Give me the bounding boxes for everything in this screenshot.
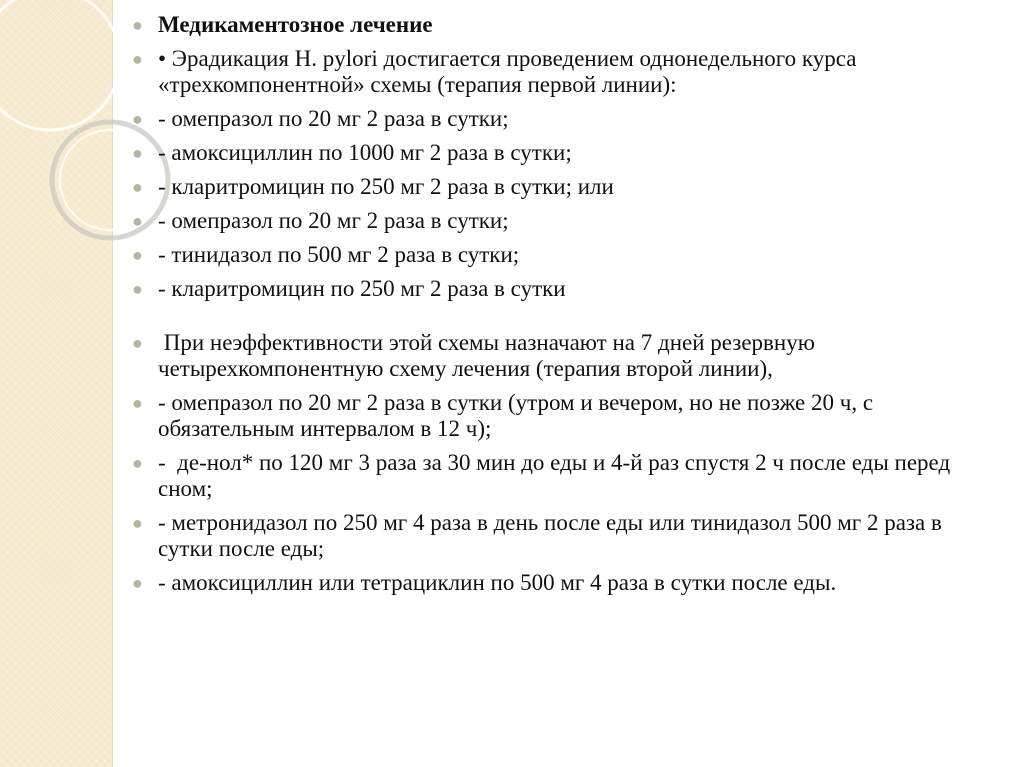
item-text: Медикаментозное лечение	[158, 12, 433, 37]
bullet-icon: ●	[132, 49, 143, 69]
bullet-icon: ●	[132, 211, 143, 231]
item-text: При неэффективности этой схемы назначают на 7 дней резервную четырехкомпонентную схему лечения (терапия второй линии),	[158, 330, 821, 381]
list-item	[130, 174, 990, 200]
item-text: - омепразол по 20 мг 2 раза в сутки (утром и вечером, но не позже 20 ч, с обязательным интервалом в 12 ч);	[158, 390, 874, 441]
bullet-icon: ●	[132, 245, 143, 265]
list-item	[130, 46, 990, 98]
bullet-icon: ●	[132, 333, 143, 353]
item-text: - кларитромицин по 250 мг 2 раза в сутки; или	[158, 174, 614, 199]
item-text: - де-нол* по 120 мг 3 раза за 30 мин до еды и 4-й раз спустя 2 ч после еды перед сном;	[158, 450, 956, 501]
bullet-icon: ●	[132, 143, 143, 163]
list-item	[130, 450, 990, 502]
bullet-icon: ●	[132, 453, 143, 473]
list-item	[130, 390, 990, 442]
list-item	[130, 330, 990, 382]
bullet-icon: ●	[132, 393, 143, 413]
bullet-icon: ●	[132, 109, 143, 129]
bullet-icon: ●	[132, 177, 143, 197]
list-item	[130, 570, 990, 596]
item-text: - омепразол по 20 мг 2 раза в сутки;	[158, 208, 509, 233]
item-text: - омепразол по 20 мг 2 раза в сутки;	[158, 106, 509, 131]
item-text: - тинидазол по 500 мг 2 раза в сутки;	[158, 242, 520, 267]
list-item	[130, 242, 990, 268]
bullet-icon: ●	[132, 573, 143, 593]
list-item	[130, 140, 990, 166]
list-item	[130, 510, 990, 562]
list-item	[130, 276, 990, 302]
slide-content	[130, 12, 990, 604]
bullet-icon: ●	[132, 279, 143, 299]
item-text: - кларитромицин по 250 мг 2 раза в сутки	[158, 276, 566, 301]
list-item	[130, 208, 990, 234]
bullet-icon: ●	[132, 513, 143, 533]
item-text: - амоксициллин или тетрациклин по 500 мг 4 раза в сутки после еды.	[158, 570, 837, 595]
list-item	[130, 106, 990, 132]
item-text: - метронидазол по 250 мг 4 раза в день после еды или тинидазол 500 мг 2 раза в сутки после еды;	[158, 510, 942, 561]
list-item	[130, 12, 990, 38]
item-text: - амоксициллин по 1000 мг 2 раза в сутки;	[158, 140, 572, 165]
bullet-icon: ●	[132, 15, 143, 35]
item-text: • Эрадикация H. pylori достигается проведением однонедельного курса «трехкомпонентной» схемы (терапия первой линии):	[158, 46, 857, 97]
